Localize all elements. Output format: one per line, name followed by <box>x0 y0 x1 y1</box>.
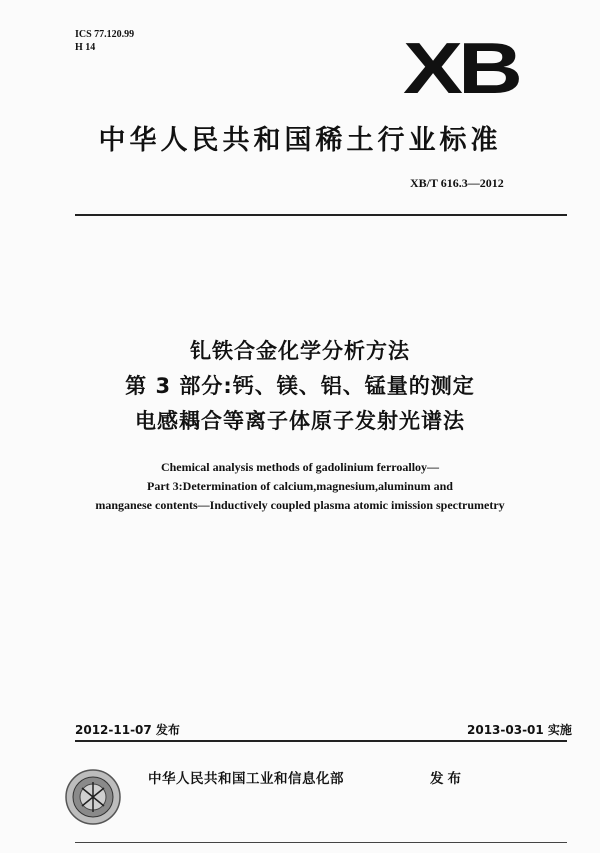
footer-divider <box>75 740 567 742</box>
ccs-code: H 14 <box>75 42 96 53</box>
header-divider <box>75 214 567 216</box>
standard-code: XB/T 616.3—2012 <box>410 176 504 190</box>
chinese-title-line-3: 电感耦合等离子体原子发射光谱法 <box>135 409 465 433</box>
standard-title: 中华人民共和国稀土行业标准 <box>98 125 502 156</box>
seal-icon <box>64 768 122 826</box>
chinese-title-line-2: 第 3 部分:钙、镁、铝、锰量的测定 <box>125 374 475 398</box>
xb-logo: XB <box>403 29 519 109</box>
english-title-line-1: Chemical analysis methods of gadolinium ferroalloy— <box>160 460 440 474</box>
issue-date: 2012-11-07 发布 <box>75 723 180 737</box>
implementation-date: 2013-03-01 实施 <box>467 723 572 737</box>
page-bottom-rule <box>75 842 567 843</box>
publisher-name: 中华人民共和国工业和信息化部 <box>148 771 344 787</box>
english-title-line-3: manganese contents—Inductively coupled plasma atomic imission spectrumetry <box>95 498 505 512</box>
chinese-title-line-1: 钆铁合金化学分析方法 <box>190 339 410 363</box>
english-title-line-2: Part 3:Determination of calcium,magnesium,aluminum and <box>147 479 453 493</box>
publish-label: 发布 <box>430 771 465 787</box>
ics-code: ICS 77.120.99 <box>75 29 135 40</box>
